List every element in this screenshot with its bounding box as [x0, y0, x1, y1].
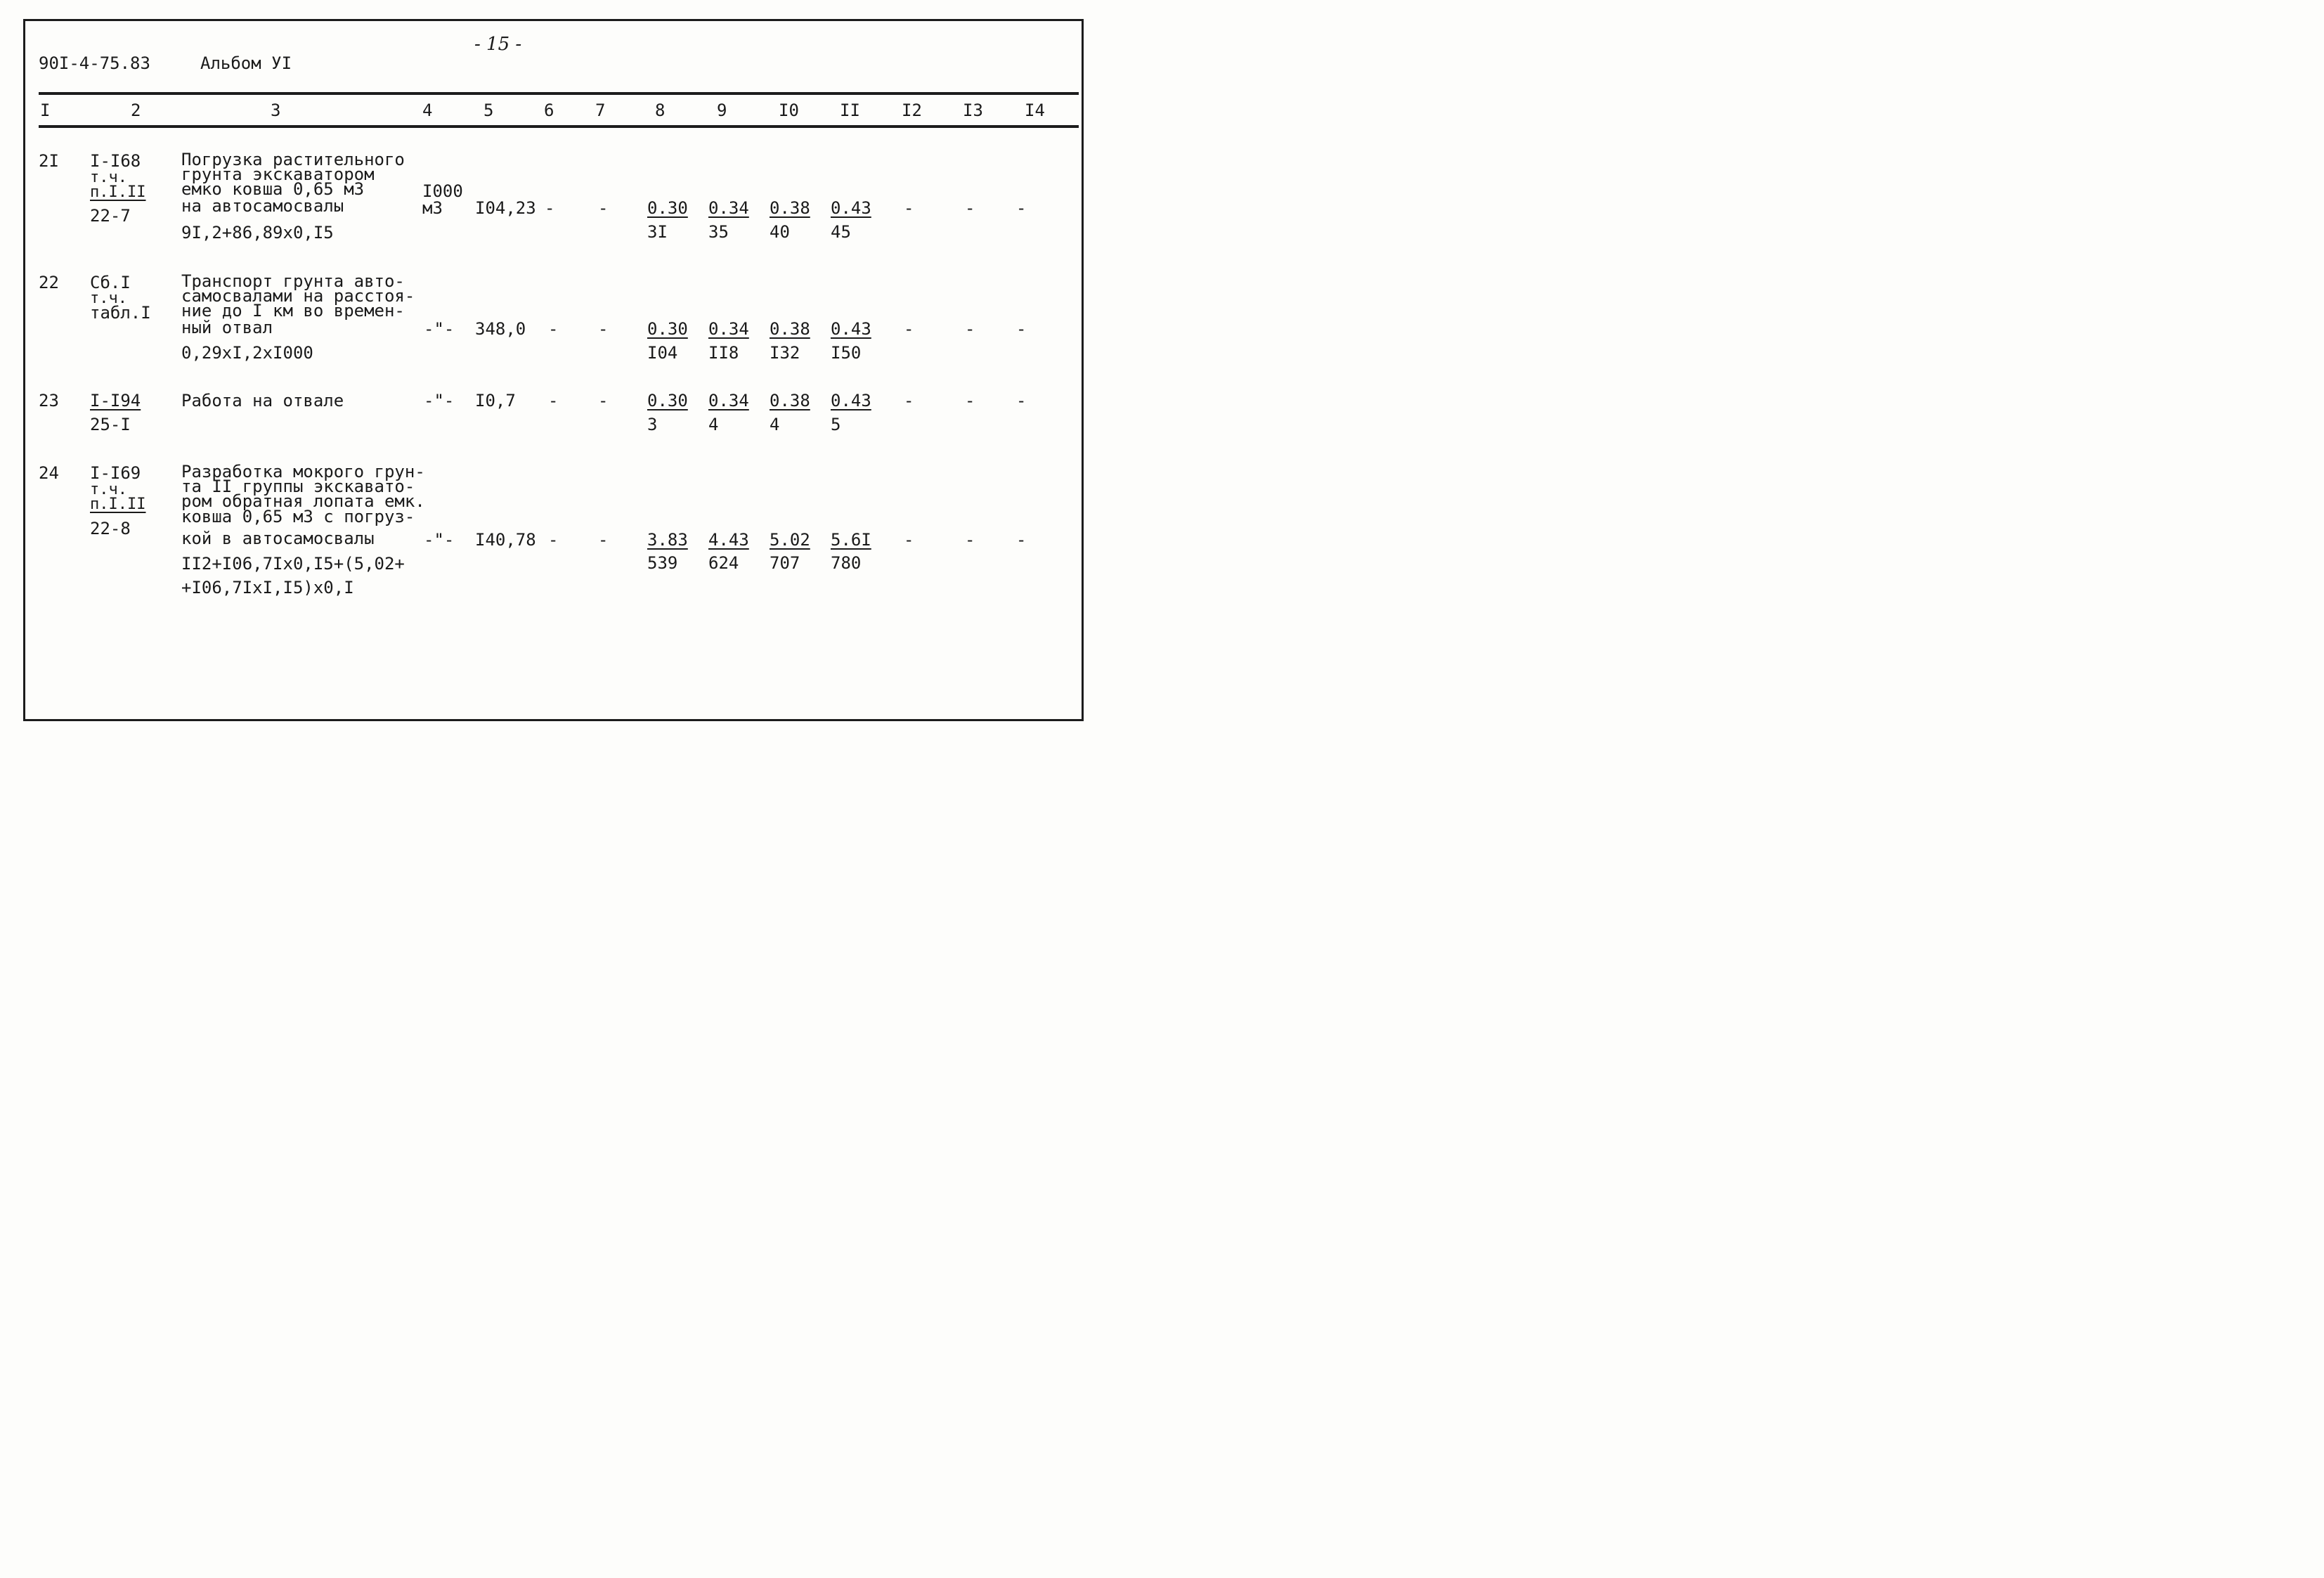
norm-code: 25-I	[90, 415, 131, 434]
value-top: 4.43	[708, 530, 749, 550]
value-bottom: 707	[770, 553, 800, 573]
col13-value: -	[965, 319, 975, 339]
col14-value: -	[1016, 391, 1027, 410]
norm-code: п.I.II	[90, 496, 146, 513]
value-top: 0.34	[708, 198, 749, 218]
work-description: Работа на отвале	[181, 391, 344, 410]
work-description: емко ковша 0,65 м3	[181, 179, 365, 199]
header-rule-bottom	[39, 125, 1079, 128]
col12-value: -	[904, 530, 914, 550]
col-header: 7	[595, 101, 606, 120]
col-header: 9	[717, 101, 727, 120]
work-description: та II группы экскавато-	[181, 477, 415, 496]
value-top: 3.83	[647, 530, 688, 550]
value-top: 0.30	[647, 198, 688, 218]
album-label: Альбом УI	[200, 53, 292, 73]
work-description: кой в автосамосвалы	[181, 529, 375, 548]
value-bottom: 780	[831, 553, 862, 573]
norm-code: п.I.II	[90, 183, 146, 201]
col-header: I0	[779, 101, 799, 120]
work-description: ный отвал	[181, 318, 273, 337]
col-header: I	[40, 101, 51, 120]
row-number: 2I	[39, 151, 59, 171]
value-bottom: II8	[708, 343, 739, 363]
norm-code: 22-8	[90, 519, 131, 538]
value-top: 0.30	[647, 319, 688, 339]
quantity: I0,7	[475, 391, 516, 410]
col-header: 3	[271, 101, 281, 120]
row-number: 23	[39, 391, 59, 410]
value-bottom: 3	[647, 415, 658, 434]
value-bottom: I32	[770, 343, 800, 363]
work-description: Погрузка растительного	[181, 150, 405, 169]
col7-value: -	[598, 530, 609, 550]
value-top: 0.43	[831, 391, 871, 410]
norm-code: Сб.I	[90, 273, 131, 292]
unit: -"-	[424, 530, 455, 550]
page-number: - 15 -	[474, 34, 522, 55]
value-top: 0.34	[708, 319, 749, 339]
work-description: ром обратная лопата емк.	[181, 491, 425, 511]
col7-value: -	[598, 391, 609, 410]
value-top: 0.38	[770, 198, 810, 218]
norm-code: I-I68	[90, 151, 141, 171]
col12-value: -	[904, 319, 914, 339]
col6-value: -	[548, 391, 559, 410]
col7-value: -	[598, 319, 609, 339]
value-top: 5.6I	[831, 530, 871, 550]
col12-value: -	[904, 198, 914, 218]
header-rule-top	[39, 92, 1079, 95]
unit: -"-	[424, 391, 455, 410]
work-description: Транспорт грунта авто-	[181, 271, 405, 291]
value-top: 0.30	[647, 391, 688, 410]
col-header: 8	[655, 101, 666, 120]
value-bottom: 5	[831, 415, 841, 434]
value-bottom: 4	[770, 415, 780, 434]
quantity: I40,78	[475, 530, 536, 550]
norm-code: табл.I	[90, 303, 151, 323]
norm-code: 22-7	[90, 206, 131, 226]
unit: I000	[422, 181, 463, 201]
calc-formula: +I06,7IxI,I5)x0,I	[181, 578, 354, 597]
value-top: 0.34	[708, 391, 749, 410]
norm-code: т.ч.	[90, 169, 127, 186]
page-frame	[23, 19, 1084, 721]
col14-value: -	[1016, 319, 1027, 339]
row-number: 22	[39, 273, 59, 292]
value-top: 0.43	[831, 319, 871, 339]
col6-value: -	[548, 319, 559, 339]
col6-value: -	[545, 198, 555, 218]
col-header: I4	[1025, 101, 1045, 120]
value-bottom: 4	[708, 415, 719, 434]
col-header: 6	[544, 101, 554, 120]
value-bottom: 40	[770, 222, 790, 242]
norm-code: т.ч.	[90, 290, 127, 307]
work-description: ковша 0,65 м3 с погруз-	[181, 507, 415, 526]
col14-value: -	[1016, 530, 1027, 550]
norm-code: т.ч.	[90, 481, 127, 498]
col-header: 5	[483, 101, 494, 120]
value-bottom: 624	[708, 553, 739, 573]
quantity: 348,0	[475, 319, 526, 339]
col13-value: -	[965, 391, 975, 410]
calc-formula: 0,29xI,2xI000	[181, 343, 313, 363]
value-bottom: 45	[831, 222, 851, 242]
col7-value: -	[598, 198, 609, 218]
value-bottom: I50	[831, 343, 862, 363]
calc-formula: 9I,2+86,89x0,I5	[181, 223, 334, 242]
doc-number: 90I-4-75.83	[39, 53, 150, 73]
col13-value: -	[965, 530, 975, 550]
norm-code: I-I94	[90, 391, 141, 410]
work-description: Разработка мокрого грун-	[181, 462, 425, 481]
work-description: на автосамосвалы	[181, 196, 344, 216]
col-header: I2	[902, 101, 922, 120]
work-description: грунта экскаватором	[181, 164, 375, 184]
work-description: ние до I км во времен-	[181, 301, 405, 321]
col14-value: -	[1016, 198, 1027, 218]
value-bottom: 35	[708, 222, 729, 242]
col13-value: -	[965, 198, 975, 218]
norm-code: I-I69	[90, 463, 141, 483]
value-bottom: 3I	[647, 222, 668, 242]
calc-formula: II2+I06,7Ix0,I5+(5,02+	[181, 554, 405, 574]
col-header: 4	[422, 101, 433, 120]
col-header: II	[840, 101, 860, 120]
value-top: 0.38	[770, 319, 810, 339]
col6-value: -	[548, 530, 559, 550]
quantity: I04,23	[475, 198, 536, 218]
value-bottom: 539	[647, 553, 678, 573]
value-top: 0.38	[770, 391, 810, 410]
value-top: 5.02	[770, 530, 810, 550]
unit: м3	[422, 198, 443, 218]
value-bottom: I04	[647, 343, 678, 363]
row-number: 24	[39, 463, 59, 483]
col12-value: -	[904, 391, 914, 410]
col-header: I3	[963, 101, 983, 120]
unit: -"-	[424, 319, 455, 339]
value-top: 0.43	[831, 198, 871, 218]
col-header: 2	[131, 101, 141, 120]
work-description: самосвалами на расстоя-	[181, 286, 415, 306]
